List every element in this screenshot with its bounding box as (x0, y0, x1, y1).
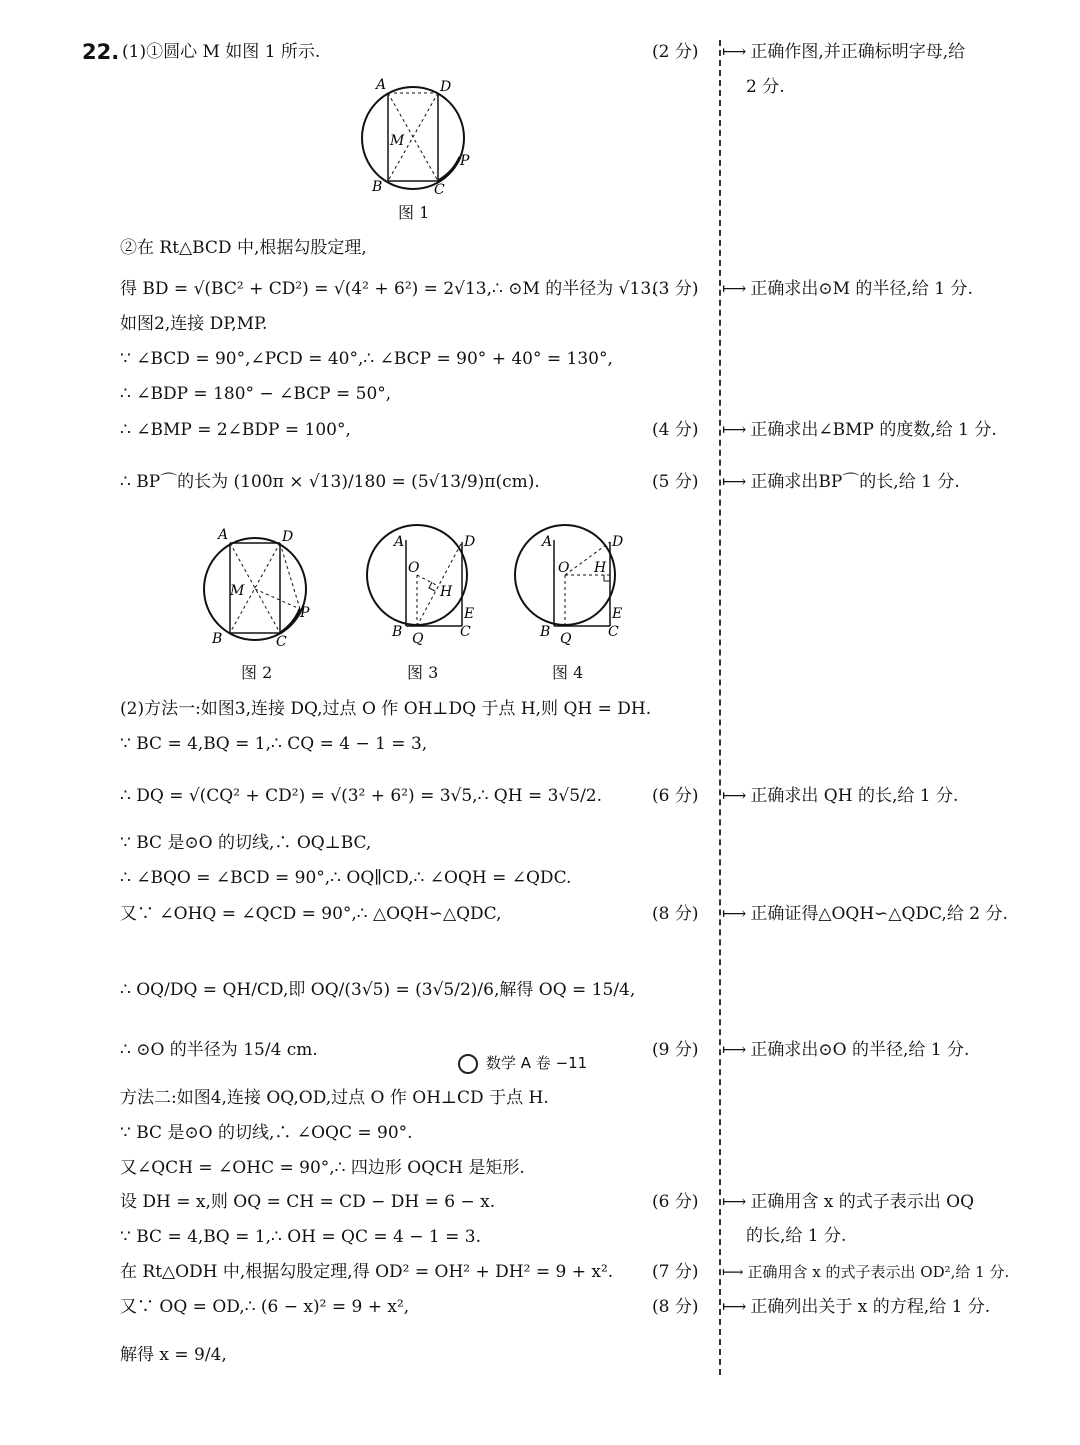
fig1-label-a: A (376, 77, 387, 93)
fig2-label-d: D (282, 529, 294, 545)
comment-1: ⟼ 正确作图,并正确标明字母,给 (722, 40, 965, 64)
fig2-label-a: A (218, 527, 229, 543)
fig2-label-c: C (276, 634, 287, 650)
line-7: ∴ ∠BMP = 2∠BDP = 100°, (120, 420, 351, 440)
score-9: (7 分) (652, 1262, 699, 1282)
line-16: ∴ ⊙O 的半径为 15/4 cm. (120, 1040, 318, 1060)
comment-2: ⟼ 正确求出⊙M 的半径,给 1 分. (722, 277, 973, 301)
fig4-label-b: B (540, 624, 551, 640)
score-2: (3 分) (652, 279, 699, 299)
fig3-label-h: H (440, 584, 453, 600)
line-2: ②在 Rt△BCD 中,根据勾股定理, (120, 238, 367, 258)
comment-5: ⟼ 正确求出 QH 的长,给 1 分. (722, 784, 958, 808)
score-8: (6 分) (652, 1192, 699, 1212)
fig2-label-m: M (230, 583, 245, 599)
line-6: ∴ ∠BDP = 180° − ∠BCP = 50°, (120, 384, 392, 404)
fig4-label-e: E (612, 606, 623, 622)
line-3: 得 BD = √(BC² + CD²) = √(4² + 6²) = 2√13,∴ ⊙M 的半径为 √13. (120, 279, 657, 299)
line-15: ∴ OQ/DQ = QH/CD,即 OQ/(3√5) = (3√5/2)/6,解得 OQ = 15/4, (120, 980, 636, 1000)
question-number: 22. (82, 40, 120, 64)
line-14: 又∵ ∠OHQ = ∠QCD = 90°,∴ △OQH∽△QDC, (120, 904, 502, 924)
score-7: (9 分) (652, 1040, 699, 1060)
comment-8-cont: 的长,给 1 分. (746, 1226, 847, 1246)
figure-4-caption: 图 4 (552, 663, 584, 682)
comment-6: ⟼ 正确证得△OQH∽△QDC,给 2 分. (722, 902, 1008, 926)
mascot-logo-icon (458, 1054, 478, 1074)
line-19: 又∠QCH = ∠OHC = 90°,∴ 四边形 OQCH 是矩形. (120, 1158, 525, 1178)
line-23: 又∵ OQ = OD,∴ (6 − x)² = 9 + x², (120, 1297, 410, 1317)
fig4-label-c: C (608, 624, 619, 640)
fig3-label-b: B (392, 624, 403, 640)
fig1-label-d: D (440, 79, 452, 95)
comment-8: ⟼ 正确用含 x 的式子表示出 OQ (722, 1190, 974, 1214)
line-13: ∴ ∠BQO = ∠BCD = 90°,∴ OQ∥CD,∴ ∠OQH = ∠QDC. (120, 868, 572, 888)
score-5: (6 分) (652, 786, 699, 806)
fig1-label-m: M (390, 133, 405, 149)
figure-2 (200, 527, 320, 652)
line-5: ∵ ∠BCD = 90°,∠PCD = 40°,∴ ∠BCP = 90° + 40° = 130°, (120, 349, 613, 369)
line-24: 解得 x = 9/4, (120, 1345, 227, 1365)
fig3-label-q: Q (412, 631, 424, 647)
fig4-label-h: H (594, 560, 607, 576)
line-10: ∵ BC = 4,BQ = 1,∴ CQ = 4 − 1 = 3, (120, 734, 428, 754)
comment-7: ⟼ 正确求出⊙O 的半径,给 1 分. (722, 1038, 969, 1062)
score-4: (5 分) (652, 472, 699, 492)
line-9: (2)方法一:如图3,连接 DQ,过点 O 作 OH⊥DQ 于点 H,则 QH = DH. (120, 699, 652, 719)
score-10: (8 分) (652, 1297, 699, 1317)
line-4: 如图2,连接 DP,MP. (120, 314, 268, 334)
comment-3: ⟼ 正确求出∠BMP 的度数,给 1 分. (722, 418, 997, 442)
score-6: (8 分) (652, 904, 699, 924)
line-11: ∴ DQ = √(CQ² + CD²) = √(3² + 6²) = 3√5,∴ QH = 3√5/2. (120, 786, 603, 806)
score-3: (4 分) (652, 420, 699, 440)
fig3-label-a: A (394, 534, 405, 550)
figure-3 (362, 518, 487, 648)
fig2-label-b: B (212, 631, 223, 647)
line-18: ∵ BC 是⊙O 的切线,∴ ∠OQC = 90°. (120, 1123, 413, 1143)
fig1-label-c: C (434, 182, 445, 198)
line-1: (1)①圆心 M 如图 1 所示. (122, 42, 321, 62)
figure-1-caption: 图 1 (398, 203, 430, 222)
score-divider (719, 40, 721, 1375)
footer-text: 数学 A 卷 −11 (486, 1054, 588, 1072)
fig1-label-b: B (372, 179, 383, 195)
comment-9: ⟼ 正确用含 x 的式子表示出 OD²,给 1 分. (722, 1260, 1009, 1284)
line-8: ∴ BP⌒的长为 (100π × √13)/180 = (5√13/9)π(cm). (120, 472, 540, 492)
comment-10: ⟼ 正确列出关于 x 的方程,给 1 分. (722, 1295, 990, 1319)
line-12: ∵ BC 是⊙O 的切线,∴ OQ⊥BC, (120, 833, 372, 853)
figure-4 (510, 518, 635, 648)
comment-1-cont: 2 分. (746, 77, 785, 97)
figure-1 (360, 75, 480, 200)
fig3-label-d: D (464, 534, 476, 550)
fig2-label-p: P (300, 605, 310, 621)
fig4-label-d: D (612, 534, 624, 550)
fig4-label-a: A (542, 534, 553, 550)
line-22: 在 Rt△ODH 中,根据勾股定理,得 OD² = OH² + DH² = 9 + x². (120, 1262, 614, 1282)
figure-2-caption: 图 2 (241, 663, 273, 682)
fig3-label-e: E (464, 606, 475, 622)
comment-4: ⟼ 正确求出BP⌒的长,给 1 分. (722, 470, 960, 494)
fig1-label-p: P (460, 153, 470, 169)
fig3-label-c: C (460, 624, 471, 640)
line-21: ∵ BC = 4,BQ = 1,∴ OH = QC = 4 − 1 = 3. (120, 1227, 481, 1247)
line-17: 方法二:如图4,连接 OQ,OD,过点 O 作 OH⊥CD 于点 H. (120, 1088, 549, 1108)
fig4-label-q: Q (560, 631, 572, 647)
fig4-label-o: O (558, 560, 570, 576)
page-footer (458, 1052, 587, 1074)
score-1: (2 分) (652, 42, 699, 62)
fig3-label-o: O (408, 560, 420, 576)
line-20: 设 DH = x,则 OQ = CH = CD − DH = 6 − x. (120, 1192, 496, 1212)
figure-3-caption: 图 3 (407, 663, 439, 682)
